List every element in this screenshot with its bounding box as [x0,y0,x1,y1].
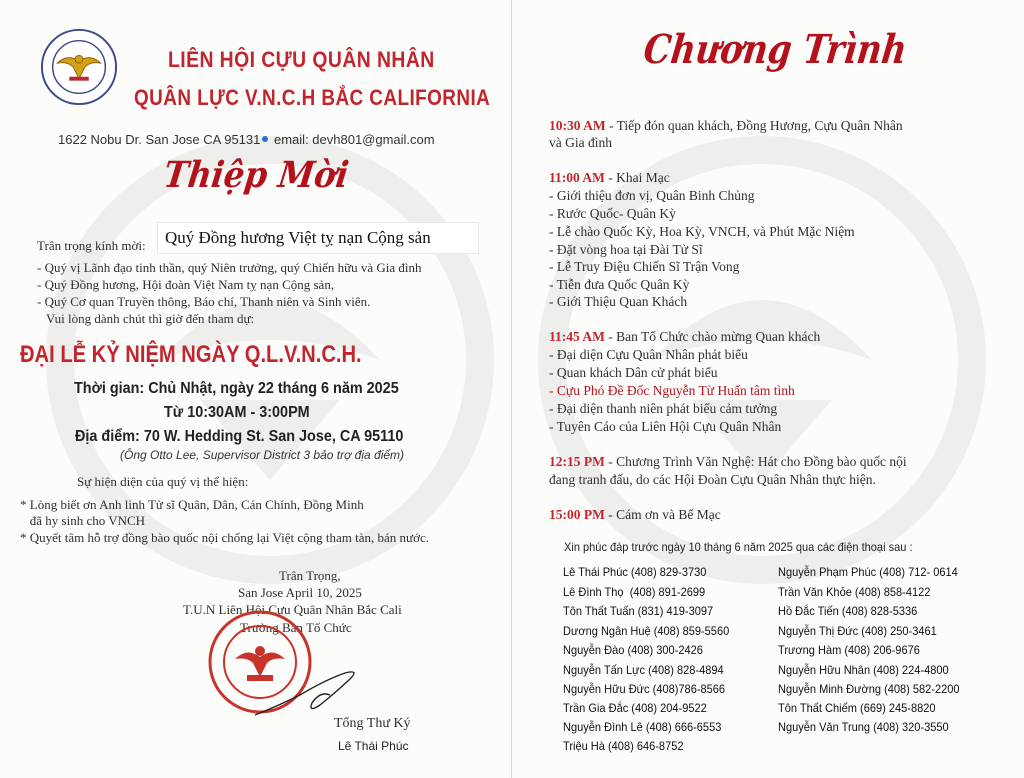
event-date: Thời gian: Chủ Nhật, ngày 22 tháng 6 năm 2025 [74,380,399,397]
program-line: - Lễ Truy Điệu Chiến Sĩ Trận Vong [549,259,740,274]
program-block [549,170,670,186]
program-line: và Gia đình [549,135,612,150]
contact-item: Dương Ngân Huệ (408) 859-5560 [563,624,730,638]
program-title: Chương Trình [641,26,910,73]
event-time: Từ 10:30AM - 3:00PM [164,404,310,421]
contact-item: Triệu Hà (408) 646-8752 [563,739,684,753]
program-line: - Cám ơn và Bế Mạc [608,507,721,522]
address-text: 1622 Nobu Dr. San Jose CA 95131 [58,132,261,147]
contact-item: Nguyễn Hữu Đức (408)786-8566 [563,682,726,696]
contact-item: Tôn Thất Chiếm (669) 245-8820 [778,701,936,715]
venue-sponsor: (Ông Otto Lee, Supervisor District 3 bảo trợ địa điểm) [120,448,405,462]
program-line: - Lễ chào Quốc Kỳ, Hoa Kỳ, VNCH, và Phút Mặc Niệm [549,224,855,239]
presence-item: * Lòng biết ơn Anh linh Tử sĩ Quân, Dân, Cán Chính, Đồng Minh [20,497,364,512]
program-line: - Đại diện thanh niên phát biểu cảm tưởng [549,401,778,416]
program-line: - Chương Trình Văn Nghệ: Hát cho Đồng bào quốc nội [608,454,907,469]
invitee-item: - Quý Cơ quan Truyền thông, Báo chí, Thanh niên và Sinh viên. [37,294,371,309]
place-date: San Jose April 10, 2025 [238,585,362,600]
contact-item: Nguyễn Thị Đức (408) 250-3461 [778,624,937,638]
program-line: - Giới thiệu đơn vị, Quân Binh Chủng [549,188,755,203]
invite-label: Trân trọng kính mời: [37,238,146,253]
contact-item: Nguyễn Văn Trung (408) 320-3550 [778,720,949,734]
please-attend: Vui lòng dành chút thì giờ đến tham dự: [46,311,255,326]
program-block [549,329,820,345]
rsvp-note: Xin phúc đáp trước ngày 10 tháng 6 năm 2025 qua các điện thoại sau : [564,540,913,554]
program-line: - Giới Thiệu Quan Khách [549,294,688,309]
contact-item: Nguyễn Đào (408) 300-2426 [563,643,703,657]
event-title: ĐẠI LỄ KỶ NIỆM NGÀY Q.L.V.N.C.H. [20,341,362,368]
contact-item: Nguyễn Phạm Phúc (408) 712- 0614 [778,565,958,579]
program-block [549,507,721,523]
program-time: 10:30 AM [549,118,606,133]
program-time: 12:15 PM [549,454,605,469]
contact-item: Trương Hàm (408) 206-9676 [778,643,920,657]
closing: Trân Trọng, [279,568,341,583]
contact-item: Nguyễn Tấn Lực (408) 828-4894 [563,663,724,677]
contact-item: Tôn Thất Tuấn (831) 419-3097 [563,604,714,618]
contact-item: Lê Đình Thọ (408) 891-2699 [563,585,706,599]
eagle-emblem-icon [40,28,118,106]
secretary-title: Tổng Thư Ký [334,716,411,731]
contact-item: Trần Gia Đắc (408) 204-9522 [563,701,707,715]
program-line: - Đại diện Cựu Quân Nhân phát biểu [549,347,748,362]
contact-item: Hồ Đắc Tiến (408) 828-5336 [778,604,918,618]
org-name-line1: LIÊN HỘI CỰU QUÂN NHÂN [168,47,435,72]
program-right-page [511,0,1023,778]
program-line: - Ban Tổ Chức chào mừng Quan khách [608,329,821,344]
guest-name: Quý Đồng hương Việt tỵ nạn Cộng sản [165,228,431,247]
program-time: 11:00 AM [549,170,605,185]
contact-item: Nguyễn Minh Đường (408) 582-2200 [778,682,960,696]
email-text: email: devh801@gmail.com [274,132,435,147]
program-line: - Quan khách Dân cử phát biểu [549,365,718,380]
contact-item: Nguyễn Hữu Nhân (408) 224-4800 [778,663,949,677]
program-line: - Khai Mạc [608,170,670,185]
signer-role: Trưởng Ban Tổ Chức [240,620,352,635]
program-block [549,454,907,470]
program-line: - Tiễn đưa Quốc Quân Kỳ [549,277,690,292]
secretary-name: Lê Thái Phúc [338,739,409,753]
invitation-title: Thiệp Mời [161,154,351,196]
contact-item: Trần Văn Khỏe (408) 858-4122 [778,585,931,599]
program-line-highlight: - Cựu Phó Đề Đốc Nguyễn Từ Huấn tâm tình [549,383,795,398]
invitation-left-page [0,0,511,778]
program-time: 15:00 PM [549,507,605,522]
invitee-item: - Quý vị Lãnh đạo tinh thần, quý Niên trưởng, quý Chiến hữu và Gia đình [37,260,422,275]
contact-item: Nguyễn Đình Lê (408) 666-6553 [563,720,722,734]
presence-item: * Quyết tâm hỗ trợ đồng bào quốc nội chống lại Việt cộng tham tàn, bán nước. [20,530,429,545]
presence-intro: Sự hiện diện của quý vị thể hiện: [77,474,249,489]
contact-item: Lê Thái Phúc (408) 829-3730 [563,565,707,579]
invitee-item: - Quý Đồng hương, Hội đoàn Việt Nam tỵ nạn Cộng sản, [37,277,335,292]
program-line: đang tranh đấu, do các Hội Đoàn Cựu Quân Nhân thực hiện. [549,472,876,487]
program-line: - Tiếp đón quan khách, Đồng Hương, Cựu Quân Nhân [609,118,903,133]
org-address [58,132,435,147]
org-name-line2: QUÂN LỰC V.N.C.H BẮC CALIFORNIA [134,85,491,110]
program-line: - Tuyên Cáo của Liên Hội Cựu Quân Nhân [549,419,782,434]
program-time: 11:45 AM [549,329,605,344]
program-line: - Đặt vòng hoa tại Đài Tử Sĩ [549,242,703,257]
bullet-dot-icon [262,136,268,142]
program-line: - Rước Quốc- Quân Kỳ [549,206,676,221]
presence-item: đã hy sinh cho VNCH [20,513,146,528]
event-venue: Địa điểm: 70 W. Hedding St. San Jose, CA 95110 [75,428,404,445]
program-block [549,118,903,134]
signer-org: T.U.N Liên Hội Cựu Quân Nhân Bắc Cali [183,602,402,617]
